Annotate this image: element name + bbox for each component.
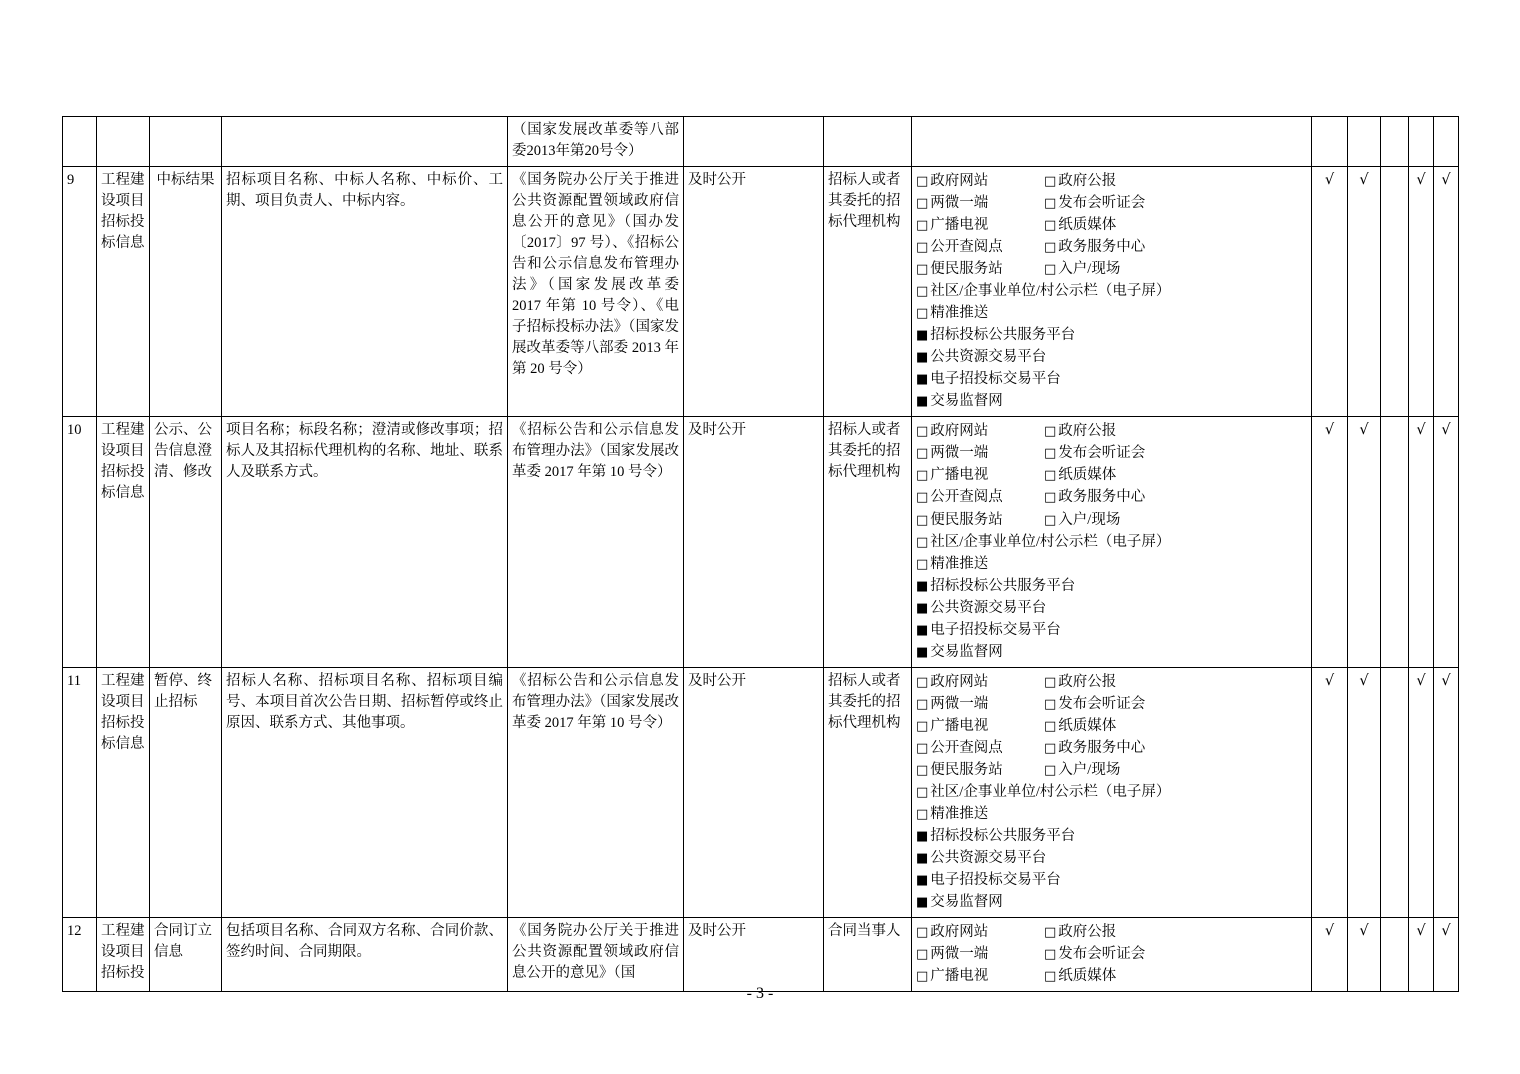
cell-tick5-continued — [1434, 117, 1459, 167]
channel-hearing[interactable]: □ 发布会听证会 — [1044, 442, 1145, 464]
cell-time: 及时公开 — [684, 167, 824, 417]
channel-community-board[interactable]: □ 社区/企事业单位/村公示栏（电子屏） — [916, 283, 1170, 299]
channel-gov-web[interactable]: □ 政府网站 — [916, 420, 1044, 442]
cell-content: 项目名称；标段名称；澄清或修改事项；招标人及其招标代理机构的名称、地址、联系人及联系方式。 — [222, 417, 508, 667]
channel-hearing[interactable]: □ 发布会听证会 — [1044, 943, 1145, 965]
channel-paper-media[interactable]: □ 纸质媒体 — [1044, 715, 1116, 737]
cell-tick-4: √ — [1409, 918, 1434, 992]
channel-e-bidding-trading-platform[interactable]: ■ 电子招投标交易平台 — [916, 622, 1061, 638]
channel-gov-web[interactable]: □ 政府网站 — [916, 921, 1044, 943]
cell-basis: 《招标公告和公示信息发布管理办法》（国家发展改革委 2017 年第 10 号令） — [508, 417, 684, 667]
cell-serial-number: 11 — [63, 667, 97, 917]
channel-gov-gazette[interactable]: □ 政府公报 — [1044, 170, 1116, 192]
cell-serial-number: 12 — [63, 918, 97, 992]
cell-category: 工程建设项目招标投 — [97, 918, 150, 992]
cell-tick-3 — [1381, 667, 1409, 917]
channel-gov-web[interactable]: □ 政府网站 — [916, 170, 1044, 192]
channel-e-bidding-trading-platform[interactable]: ■ 电子招投标交易平台 — [916, 872, 1061, 888]
channel-public-reading[interactable]: □ 公开查阅点 — [916, 486, 1044, 508]
cell-serial-number: 9 — [63, 167, 97, 417]
cell-tick-2: √ — [1348, 667, 1381, 917]
channel-public-resource-trading-platform[interactable]: ■ 公共资源交易平台 — [916, 600, 1046, 616]
cell-num-continued — [63, 117, 97, 167]
cell-tick-5: √ — [1434, 918, 1459, 992]
cell-content: 包括项目名称、合同双方名称、合同价款、签约时间、合同期限。 — [222, 918, 508, 992]
cell-time: 及时公开 — [684, 667, 824, 917]
cell-subject-continued — [150, 117, 222, 167]
channel-hearing[interactable]: □ 发布会听证会 — [1044, 693, 1145, 715]
channel-two-wei-one-duan[interactable]: □ 两微一端 — [916, 943, 1044, 965]
channel-paper-media[interactable]: □ 纸质媒体 — [1044, 214, 1116, 236]
cell-basis: 《国务院办公厅关于推进公共资源配置领域政府信息公开的意见》（国 — [508, 918, 684, 992]
cell-channels — [912, 417, 1312, 667]
cell-tick-1: √ — [1312, 667, 1348, 917]
channel-public-resource-trading-platform[interactable]: ■ 公共资源交易平台 — [916, 349, 1046, 365]
cell-time: 及时公开 — [684, 417, 824, 667]
channel-paper-media[interactable]: □ 纸质媒体 — [1044, 464, 1116, 486]
cell-tick1-continued — [1312, 117, 1348, 167]
cell-tick-2: √ — [1348, 918, 1381, 992]
channel-two-wei-one-duan[interactable]: □ 两微一端 — [916, 192, 1044, 214]
cell-channels — [912, 918, 1312, 992]
cell-tick-3 — [1381, 167, 1409, 417]
channel-bid-public-service-platform[interactable]: ■ 招标投标公共服务平台 — [916, 578, 1075, 594]
cell-content-continued — [222, 117, 508, 167]
cell-subject: 公示、公告信息澄清、修改 — [150, 417, 222, 667]
cell-org-continued — [824, 117, 912, 167]
channel-service-center[interactable]: □ 政务服务中心 — [1044, 737, 1145, 759]
channel-service-center[interactable]: □ 政务服务中心 — [1044, 236, 1145, 258]
cell-tick-4: √ — [1409, 167, 1434, 417]
channel-broadcast-tv[interactable]: □ 广播电视 — [916, 464, 1044, 486]
cell-tick-1: √ — [1312, 918, 1348, 992]
cell-organization: 招标人或者其委托的招标代理机构 — [824, 667, 912, 917]
cell-basis: 《国务院办公厅关于推进公共资源配置领域政府信息公开的意见》（国办发〔2017〕97 号）、《招标公告和公示信息发布管理办法》（国家发展改革委 2017 年第 10 号令）、《电子招标投标办法》（国家发展改革委等八部委 2013 年第 20 号令） — [508, 167, 684, 417]
channel-service-center[interactable]: □ 政务服务中心 — [1044, 486, 1145, 508]
cell-subject: 中标结果 — [150, 167, 222, 417]
cell-tick-2: √ — [1348, 167, 1381, 417]
channel-bid-public-service-platform[interactable]: ■ 招标投标公共服务平台 — [916, 327, 1075, 343]
channel-convenience-station[interactable]: □ 便民服务站 — [916, 759, 1044, 781]
channel-gov-web[interactable]: □ 政府网站 — [916, 671, 1044, 693]
channel-gov-gazette[interactable]: □ 政府公报 — [1044, 671, 1116, 693]
cell-basis-continued: （国家发展改革委等八部委2013年第20号令） — [508, 117, 684, 167]
table-row — [63, 167, 1459, 417]
channel-precise-push[interactable]: □ 精准推送 — [916, 305, 988, 321]
channel-broadcast-tv[interactable]: □ 广播电视 — [916, 214, 1044, 236]
channel-gov-gazette[interactable]: □ 政府公报 — [1044, 420, 1116, 442]
cell-tick-4: √ — [1409, 667, 1434, 917]
table-row — [63, 667, 1459, 917]
cell-tick-2: √ — [1348, 417, 1381, 667]
page-number: - 3 - — [746, 985, 774, 1002]
disclosure-table — [62, 116, 1459, 992]
channel-convenience-station[interactable]: □ 便民服务站 — [916, 258, 1044, 280]
channel-trading-supervision-net[interactable]: ■ 交易监督网 — [916, 644, 1003, 660]
cell-tick3-continued — [1381, 117, 1409, 167]
cell-channels — [912, 167, 1312, 417]
channel-two-wei-one-duan[interactable]: □ 两微一端 — [916, 442, 1044, 464]
channel-paper-media[interactable]: □ 纸质媒体 — [1044, 965, 1116, 987]
cell-subject: 合同订立信息 — [150, 918, 222, 992]
channel-community-board[interactable]: □ 社区/企事业单位/村公示栏（电子屏） — [916, 534, 1170, 550]
cell-tick2-continued — [1348, 117, 1381, 167]
cell-time-continued — [684, 117, 824, 167]
channel-public-reading[interactable]: □ 公开查阅点 — [916, 737, 1044, 759]
cell-content: 招标人名称、招标项目名称、招标项目编号、本项目首次公告日期、招标暂停或终止原因、联系方式、其他事项。 — [222, 667, 508, 917]
cell-category-continued — [97, 117, 150, 167]
channel-door-to-door[interactable]: □ 入户/现场 — [1044, 759, 1120, 781]
table-row — [63, 417, 1459, 667]
cell-tick-3 — [1381, 918, 1409, 992]
channel-community-board[interactable]: □ 社区/企事业单位/村公示栏（电子屏） — [916, 784, 1170, 800]
cell-tick-5: √ — [1434, 167, 1459, 417]
cell-organization: 招标人或者其委托的招标代理机构 — [824, 167, 912, 417]
channel-two-wei-one-duan[interactable]: □ 两微一端 — [916, 693, 1044, 715]
channel-door-to-door[interactable]: □ 入户/现场 — [1044, 258, 1120, 280]
channel-trading-supervision-net[interactable]: ■ 交易监督网 — [916, 894, 1003, 910]
cell-category: 工程建设项目招标投标信息 — [97, 417, 150, 667]
channel-e-bidding-trading-platform[interactable]: ■ 电子招投标交易平台 — [916, 371, 1061, 387]
channel-broadcast-tv[interactable]: □ 广播电视 — [916, 965, 1044, 987]
cell-category: 工程建设项目招标投标信息 — [97, 167, 150, 417]
table-row — [63, 918, 1459, 992]
cell-channels-continued — [912, 117, 1312, 167]
cell-subject: 暂停、终止招标 — [150, 667, 222, 917]
cell-tick-3 — [1381, 417, 1409, 667]
cell-tick-4: √ — [1409, 417, 1434, 667]
channel-precise-push[interactable]: □ 精准推送 — [916, 806, 988, 822]
channel-public-reading[interactable]: □ 公开查阅点 — [916, 236, 1044, 258]
channel-door-to-door[interactable]: □ 入户/现场 — [1044, 509, 1120, 531]
cell-basis: 《招标公告和公示信息发布管理办法》（国家发展改革委 2017 年第 10 号令） — [508, 667, 684, 917]
channel-hearing[interactable]: □ 发布会听证会 — [1044, 192, 1145, 214]
cell-tick-5: √ — [1434, 417, 1459, 667]
table-row-continued — [63, 117, 1459, 167]
channel-trading-supervision-net[interactable]: ■ 交易监督网 — [916, 393, 1003, 409]
cell-organization: 招标人或者其委托的招标代理机构 — [824, 417, 912, 667]
cell-tick4-continued — [1409, 117, 1434, 167]
channel-bid-public-service-platform[interactable]: ■ 招标投标公共服务平台 — [916, 828, 1075, 844]
channel-broadcast-tv[interactable]: □ 广播电视 — [916, 715, 1044, 737]
channel-public-resource-trading-platform[interactable]: ■ 公共资源交易平台 — [916, 850, 1046, 866]
cell-category: 工程建设项目招标投标信息 — [97, 667, 150, 917]
cell-tick-1: √ — [1312, 417, 1348, 667]
channel-gov-gazette[interactable]: □ 政府公报 — [1044, 921, 1116, 943]
channel-precise-push[interactable]: □ 精准推送 — [916, 556, 988, 572]
cell-tick-5: √ — [1434, 667, 1459, 917]
cell-organization: 合同当事人 — [824, 918, 912, 992]
cell-channels — [912, 667, 1312, 917]
channel-convenience-station[interactable]: □ 便民服务站 — [916, 509, 1044, 531]
cell-time: 及时公开 — [684, 918, 824, 992]
cell-content: 招标项目名称、中标人名称、中标价、工期、项目负责人、中标内容。 — [222, 167, 508, 417]
cell-tick-1: √ — [1312, 167, 1348, 417]
cell-serial-number: 10 — [63, 417, 97, 667]
